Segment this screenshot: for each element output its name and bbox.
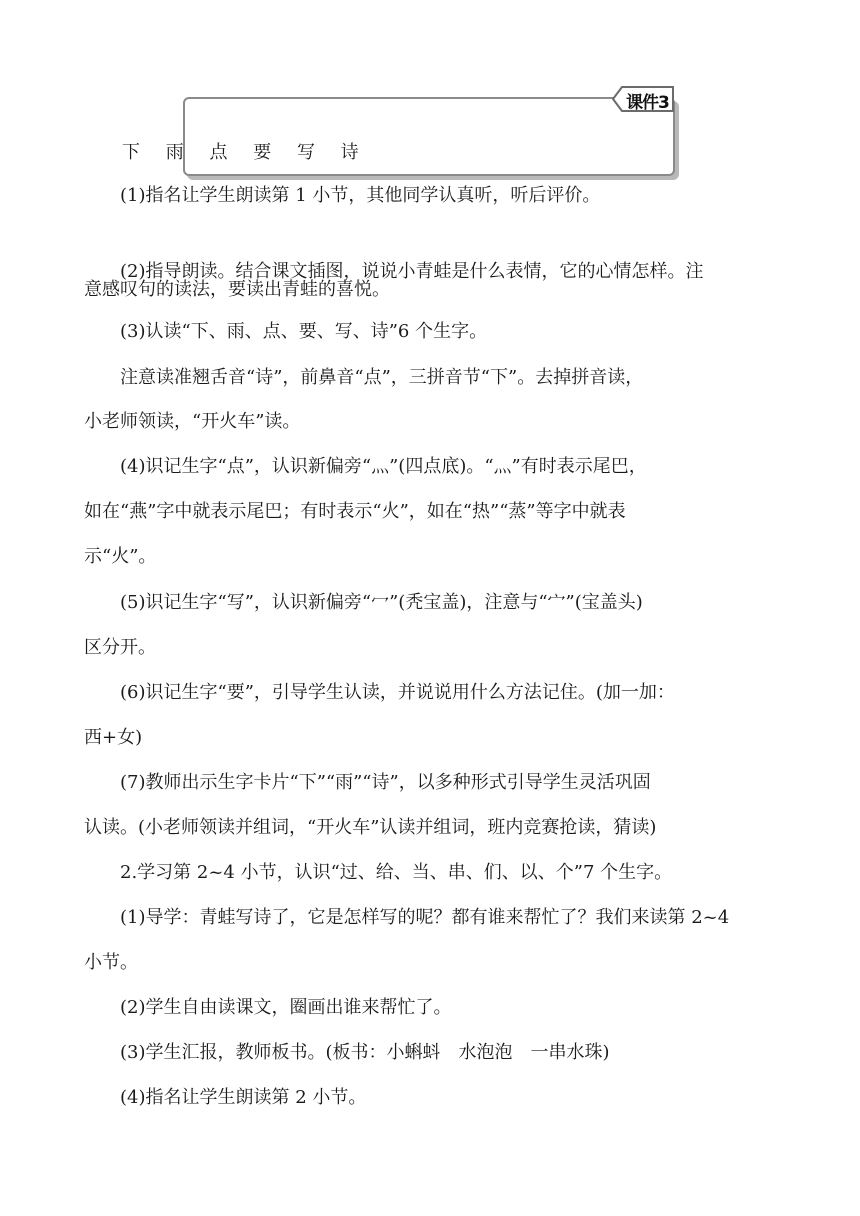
text-line: (5)识记生字“写”，认识新偏旁“冖”(秃宝盖)，注意与“宀”(宝盖头) — [84, 592, 643, 613]
new-characters-row — [122, 138, 378, 164]
new-char: 要 — [253, 142, 273, 163]
text-line: 小节。 — [84, 952, 138, 973]
text-line: (3)学生汇报，教师板书。(板书：小蝌蚪 水泡泡 一串水珠) — [84, 1042, 610, 1063]
text-line: 认读。(小老师领读并组词，“开火车”认读并组词，班内竞赛抢读，猜读) — [84, 817, 657, 838]
new-char: 雨 — [165, 142, 185, 163]
text-line: (1)导学：青蛙写诗了，它是怎样写的呢？都有谁来帮忙了？我们来读第 2~4 — [84, 907, 730, 928]
text-line: 西+女) — [84, 727, 143, 748]
text-line: 2.学习第 2~4 小节，认识“过、给、当、串、们、以、个”7 个生字。 — [84, 862, 673, 883]
courseware-tab — [612, 86, 674, 112]
text-line: (2)学生自由读课文，圈画出谁来帮忙了。 — [84, 997, 452, 1018]
text-line: 注意读准翘舌音“诗”，前鼻音“点”，三拼音节“下”。去掉拼音读， — [84, 367, 644, 388]
courseware-label: 课件3 — [626, 93, 669, 113]
new-char: 写 — [296, 142, 316, 163]
new-char: 下 — [122, 142, 141, 163]
text-line: 示“火”。 — [84, 546, 157, 567]
text-line: 小老师领读，“开火车”读。 — [84, 411, 301, 432]
text-line: (6)识记生字“要”，引导学生认读，并说说用什么方法记住。(加一加： — [84, 682, 675, 703]
text-line: (4)指名让学生朗读第 2 小节。 — [84, 1087, 367, 1108]
new-char: 点 — [209, 142, 229, 163]
text-line: (2)指导朗读。结合课文插图，说说小青蛙是什么表情，它的心情怎样。注 — [84, 261, 704, 282]
courseware-frame — [183, 97, 675, 176]
text-line: (4)识记生字“点”，认识新偏旁“灬”(四点底)。“灬”有时表示尾巴， — [84, 456, 647, 477]
text-line: 区分开。 — [84, 637, 156, 658]
new-char: 诗 — [340, 142, 360, 163]
text-line: (1)指名让学生朗读第 1 小节，其他同学认真听，听后评价。 — [84, 185, 601, 206]
text-line: (7)教师出示生字卡片“下”“雨”“诗”，以多种形式引导学生灵活巩固 — [84, 772, 651, 793]
text-line: 如在“燕”字中就表示尾巴；有时表示“火”，如在“热”“蒸”等字中就表 — [84, 501, 626, 522]
text-line: 意感叹句的读法，要读出青蛙的喜悦。 — [84, 279, 390, 300]
text-line: (3)认读“下、雨、点、要、写、诗”6 个生字。 — [84, 321, 488, 342]
